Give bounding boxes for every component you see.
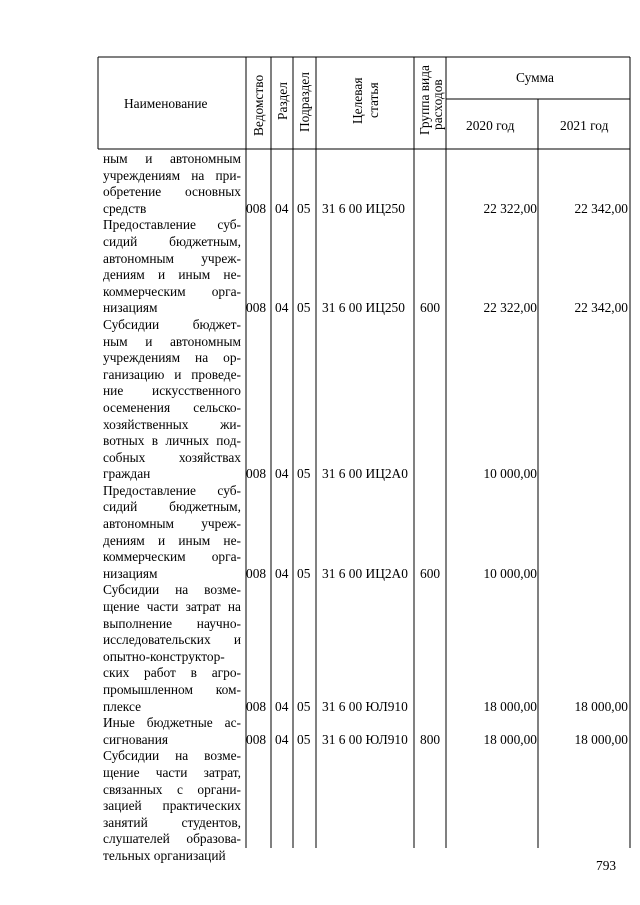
name-line: исследовательских и — [103, 632, 241, 648]
name-line: сидий бюджетным, — [103, 233, 241, 249]
name-line: хозяйственных жи- — [103, 416, 241, 432]
name-line: осеменения сельско- — [103, 399, 241, 415]
ved-cell: 008 — [246, 566, 267, 581]
sum-2021-cell: 18 000,00 — [574, 732, 628, 747]
sum-2020-cell: 10 000,00 — [483, 566, 537, 581]
name-line: ным и автономным — [103, 333, 241, 349]
cs-cell: 31 6 00 ИЦ2А0 — [322, 566, 408, 581]
razdel-cell: 04 — [275, 300, 289, 316]
sum-2020-cell: 18 000,00 — [483, 698, 537, 714]
name-line: занятий студентов, — [103, 814, 241, 830]
name-line: автономным учреж- — [103, 516, 241, 532]
razdel-cell: 04 — [275, 732, 289, 747]
name-line: учреждениям на при- — [103, 167, 241, 183]
name-line: сидий бюджетным, — [103, 499, 241, 515]
sum-2020-cell: 18 000,00 — [483, 732, 537, 747]
cs-cell: 31 6 00 ЮЛ910 — [322, 732, 408, 747]
page-number: 793 — [596, 858, 617, 873]
name-line: обретение основных — [103, 184, 241, 200]
ved-cell: 008 — [246, 300, 267, 316]
sum-2020-cell: 22 322,00 — [483, 300, 537, 316]
podrazdel-cell: 05 — [297, 566, 311, 581]
razdel-cell: 04 — [275, 566, 289, 581]
name-line: Предоставление суб- — [103, 482, 241, 498]
name-line: Субсидии на возме- — [103, 748, 241, 764]
name-line: слушателей образова- — [103, 831, 241, 847]
vr-cell: 600 — [420, 566, 441, 581]
podrazdel-cell: 05 — [297, 466, 311, 482]
name-line: дениям и иным не- — [103, 532, 241, 548]
header-gruppa-2: расходов — [430, 79, 445, 130]
name-line: коммерческим орга- — [103, 549, 241, 565]
razdel-cell: 04 — [275, 698, 289, 714]
podrazdel-cell: 05 — [297, 300, 311, 316]
name-line: средств — [103, 200, 147, 216]
razdel-cell: 04 — [275, 200, 289, 216]
name-line: вотных в личных под- — [103, 433, 241, 449]
header-gruppa-1: Группа вида — [417, 65, 432, 135]
name-line: автономным учреж- — [103, 250, 241, 266]
razdel-cell: 04 — [275, 466, 289, 482]
name-line: низациям — [103, 565, 158, 581]
header-celevaya-2: статья — [366, 82, 381, 118]
sum-2021-cell: 22 342,00 — [574, 300, 628, 316]
vr-cell: 800 — [420, 732, 441, 747]
podrazdel-cell: 05 — [297, 732, 311, 747]
header-name: Наименование — [124, 96, 208, 111]
cs-cell: 31 6 00 ИЦ2А0 — [322, 466, 408, 482]
name-line: промышленном ком- — [103, 682, 241, 697]
sum-2021-cell: 22 342,00 — [574, 200, 628, 216]
header-razdel: Раздел — [275, 82, 290, 120]
name-line: Предоставление суб- — [103, 217, 241, 233]
header-summa: Сумма — [516, 70, 554, 85]
name-line: Иные бюджетные ас- — [103, 715, 241, 731]
name-line: тельных организаций — [103, 847, 226, 863]
name-line: Субсидии на возме- — [103, 582, 241, 598]
ved-cell: 008 — [246, 466, 267, 482]
name-line: ние искусственного — [103, 383, 241, 399]
name-line: ских работ в агро- — [103, 665, 241, 681]
header-year-2021: 2021 год — [560, 118, 609, 133]
podrazdel-cell: 05 — [297, 698, 311, 714]
name-column — [103, 151, 241, 865]
sum-2020-cell: 22 322,00 — [483, 200, 537, 216]
cs-cell: 31 6 00 ИЦ250 — [322, 300, 405, 316]
name-line: опытно-конструктор- — [103, 648, 225, 664]
name-line: собных хозяйствах — [103, 449, 241, 465]
name-line: ганизацию и проведе- — [103, 366, 241, 382]
name-line: щение части затрат, — [103, 764, 241, 780]
name-line: связанных с органи- — [103, 781, 241, 797]
name-line: ным и автономным — [103, 151, 241, 166]
sum-2020-cell: 10 000,00 — [483, 466, 537, 482]
name-line: коммерческим орга- — [103, 283, 241, 299]
ved-cell: 008 — [246, 200, 267, 216]
ved-cell: 008 — [246, 732, 267, 747]
name-line: зацией практических — [103, 798, 241, 814]
name-line: граждан — [103, 466, 151, 482]
name-line: сигнования — [103, 731, 169, 747]
name-line: Субсидии бюджет- — [103, 316, 241, 332]
sum-2021-cell: 18 000,00 — [574, 698, 628, 714]
name-line: учреждениям на ор- — [103, 350, 241, 366]
name-line: выполнение научно- — [103, 615, 241, 631]
podrazdel-cell: 05 — [297, 200, 311, 216]
cs-cell: 31 6 00 ЮЛ910 — [322, 698, 408, 714]
ved-cell: 008 — [246, 698, 267, 714]
name-line: низациям — [103, 300, 158, 316]
header-vedomstvo: Ведомство — [251, 74, 266, 136]
vr-cell: 600 — [420, 300, 441, 316]
cs-cell: 31 6 00 ИЦ250 — [322, 200, 405, 216]
header-year-2020: 2020 год — [466, 118, 515, 133]
name-line: дениям и иным не- — [103, 267, 241, 283]
name-line: щение части затрат на — [103, 599, 241, 615]
name-line: плексе — [103, 698, 142, 714]
header-celevaya-1: Целевая — [350, 77, 365, 124]
header-podrazdel: Подраздел — [297, 72, 312, 132]
